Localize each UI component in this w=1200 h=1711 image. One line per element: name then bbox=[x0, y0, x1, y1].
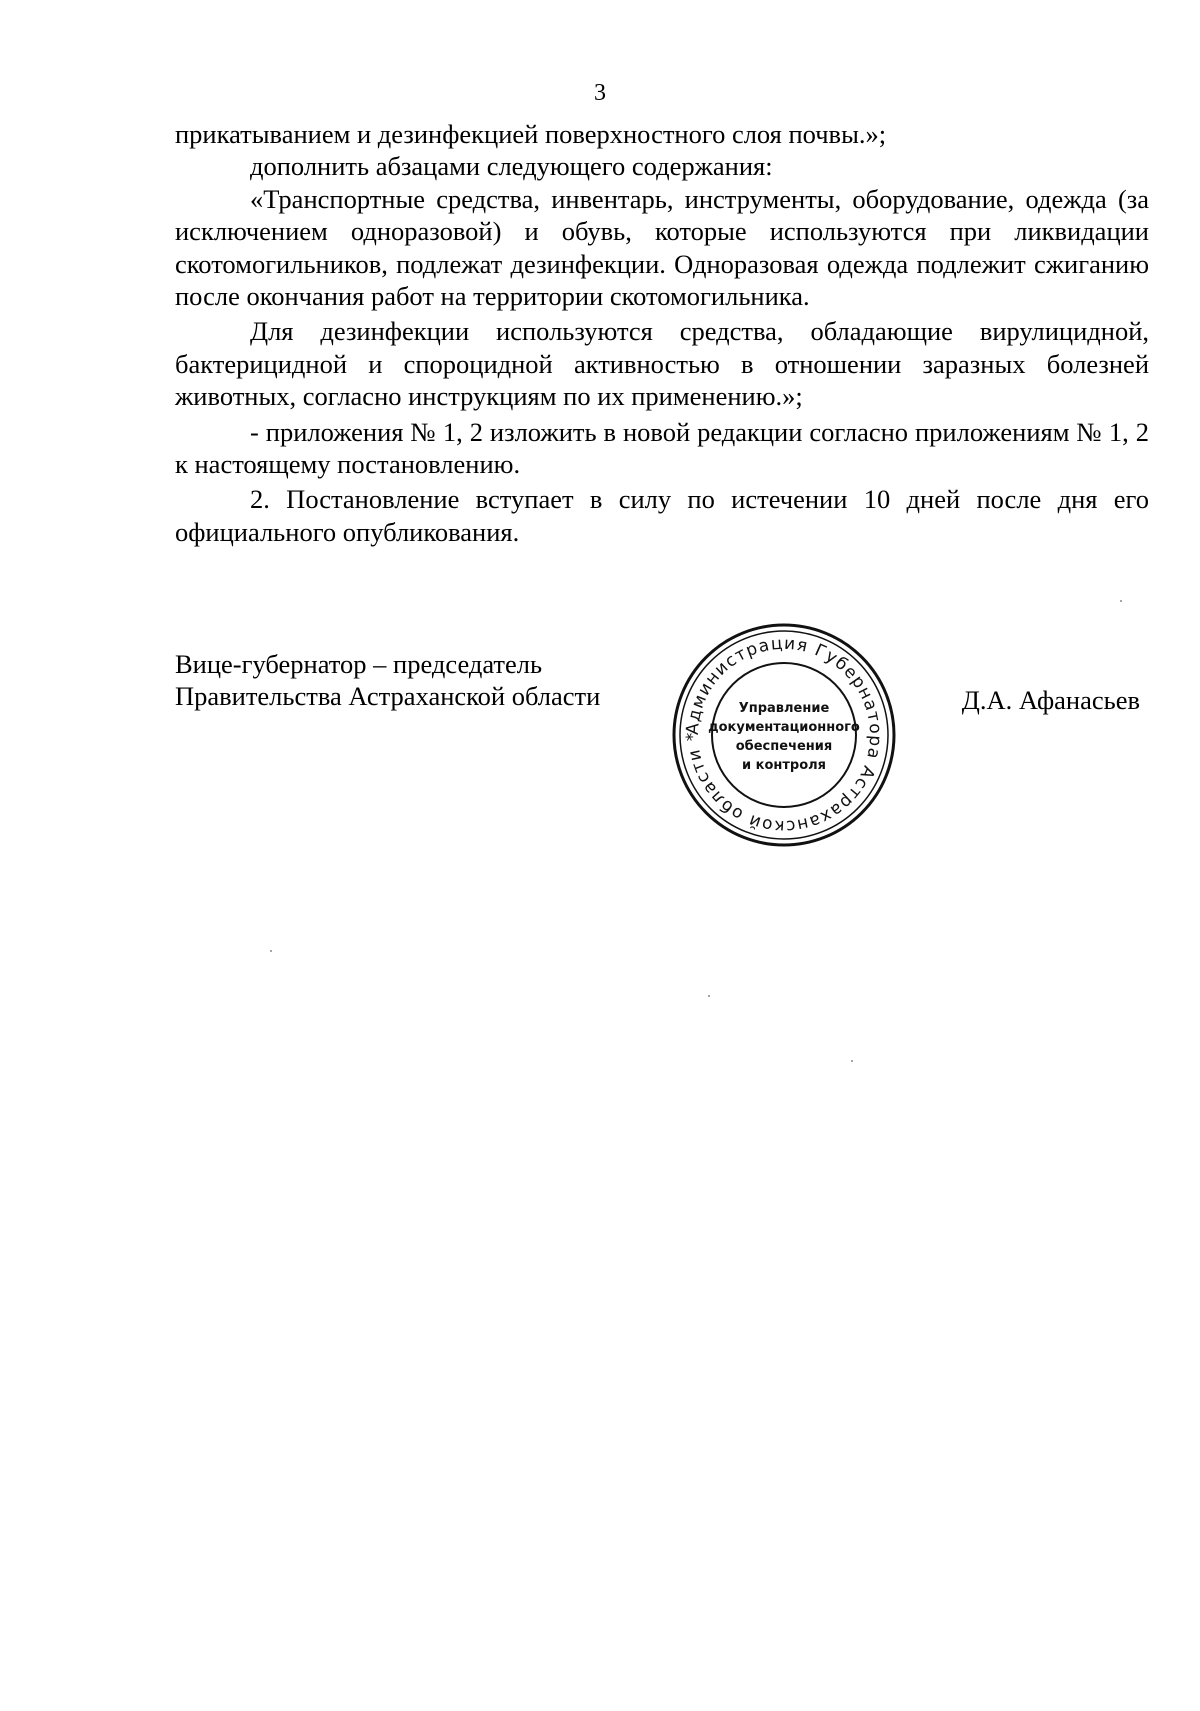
stamp-center-line-4: и контроля bbox=[741, 758, 827, 773]
paragraph-4: Для дезинфекции используются средства, обладающие вирулицидной, бактерицидной и спороцидной активностью в отношении заразных болезней животных, согласно инструкциям по их применению.»; bbox=[175, 316, 1149, 412]
paragraph-6: 2. Постановление вступает в силу по истечении 10 дней после дня его официального опубликования. bbox=[175, 484, 1149, 547]
stamp-seal-icon bbox=[669, 620, 899, 850]
signer-name: Д.А. Афанасьев bbox=[961, 685, 1140, 715]
signatory-position bbox=[175, 648, 600, 712]
scan-speck bbox=[1120, 600, 1122, 602]
paragraph-3: «Транспортные средства, инвентарь, инструменты, оборудование, одежда (за исключением одноразовой) и обувь, которые используются при ликвидации скотомогильников, подлежат дезинфекции. Одноразовая одежда подлежит сжиганию после окончания работ на территории скотомогильника. bbox=[175, 183, 1149, 312]
paragraph-1: прикатыванием и дезинфекцией поверхностного слоя почвы.»; bbox=[175, 119, 887, 149]
scan-speck bbox=[270, 950, 272, 952]
position-line-1: Вице-губернатор – председатель bbox=[175, 649, 543, 679]
page-number: 3 bbox=[594, 80, 606, 106]
document-body bbox=[175, 118, 1149, 548]
scan-speck bbox=[851, 1060, 853, 1062]
paragraph-5: - приложения № 1, 2 изложить в новой редакции согласно приложениям № 1, 2 к настоящему постановлению. bbox=[175, 416, 1149, 480]
official-stamp bbox=[669, 620, 899, 850]
stamp-center-line-2: документационного bbox=[708, 720, 860, 735]
stamp-ring-text: Администрация Губернатора Астраханской области * bbox=[682, 633, 886, 837]
stamp-center-line-3: обеспечения bbox=[735, 739, 833, 754]
stamp-center-line-1: Управление bbox=[738, 701, 830, 716]
scan-speck bbox=[708, 995, 710, 997]
position-line-2: Правительства Астраханской области bbox=[175, 681, 601, 711]
paragraph-2: дополнить абзацами следующего содержания: bbox=[250, 151, 773, 182]
